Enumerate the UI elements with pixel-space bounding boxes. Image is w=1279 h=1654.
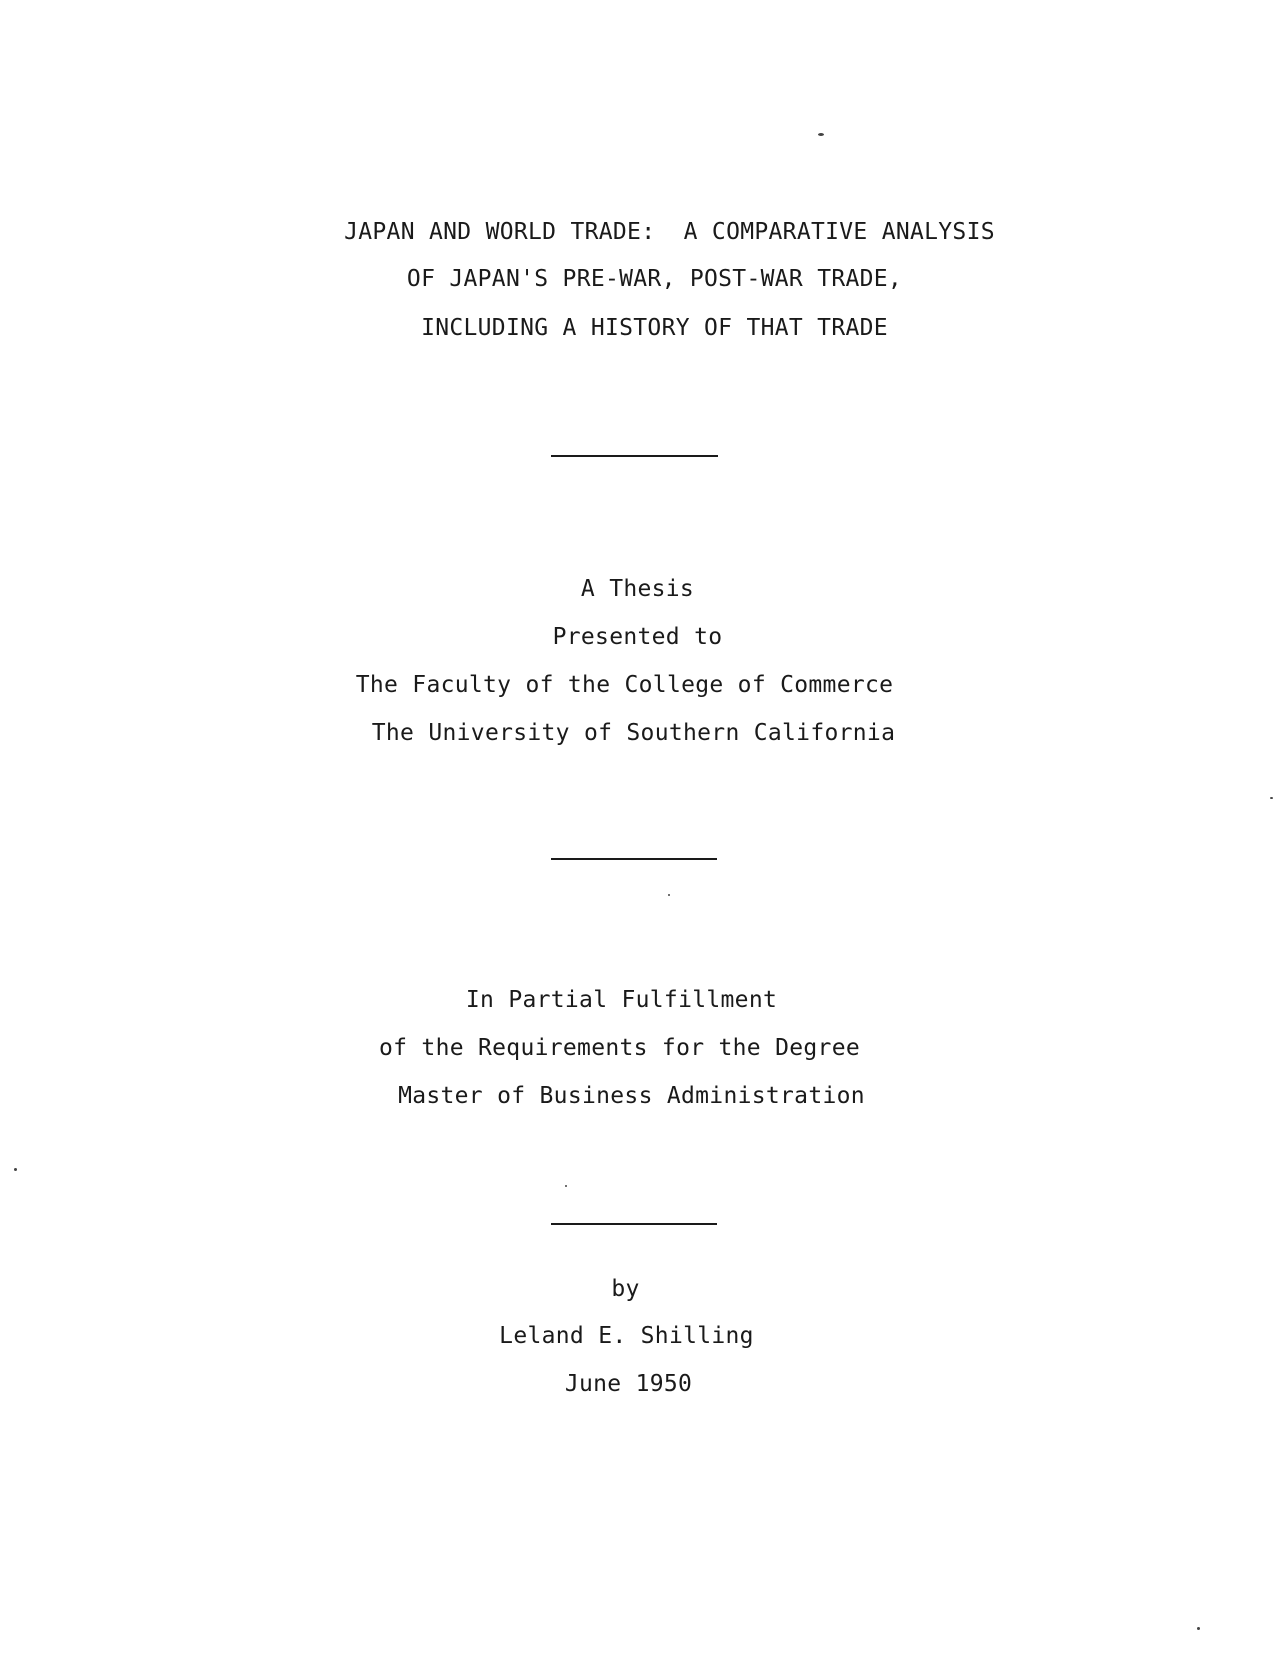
presented-to: Presented to <box>552 624 723 650</box>
divider-rule-3 <box>551 1223 717 1225</box>
university-line: The University of Southern California <box>371 720 896 746</box>
thesis-date: June 1950 <box>564 1371 693 1397</box>
divider-rule-2 <box>551 858 717 860</box>
scan-speck <box>565 1185 567 1187</box>
scan-speck <box>14 1168 17 1171</box>
fulfillment-line-2: of the Requirements for the Degree <box>378 1035 860 1061</box>
fulfillment-line-1: In Partial Fulfillment <box>465 987 778 1013</box>
title-line-2: OF JAPAN'S PRE-WAR, POST-WAR TRADE, <box>406 266 903 292</box>
thesis-label: A Thesis <box>580 576 695 602</box>
degree-line: Master of Business Administration <box>398 1083 865 1109</box>
by-label: by <box>611 1276 640 1302</box>
faculty-line: The Faculty of the College of Commerce <box>355 672 894 698</box>
scan-speck <box>818 133 824 136</box>
title-line-1: JAPAN AND WORLD TRADE: A COMPARATIVE ANALYSIS <box>344 219 995 245</box>
scan-speck <box>1197 1627 1200 1630</box>
scan-speck <box>1270 797 1273 799</box>
title-line-3: INCLUDING A HISTORY OF THAT TRADE <box>421 315 888 341</box>
author-name: Leland E. Shilling <box>499 1323 754 1349</box>
scan-speck <box>668 894 670 896</box>
divider-rule-1 <box>551 455 718 457</box>
